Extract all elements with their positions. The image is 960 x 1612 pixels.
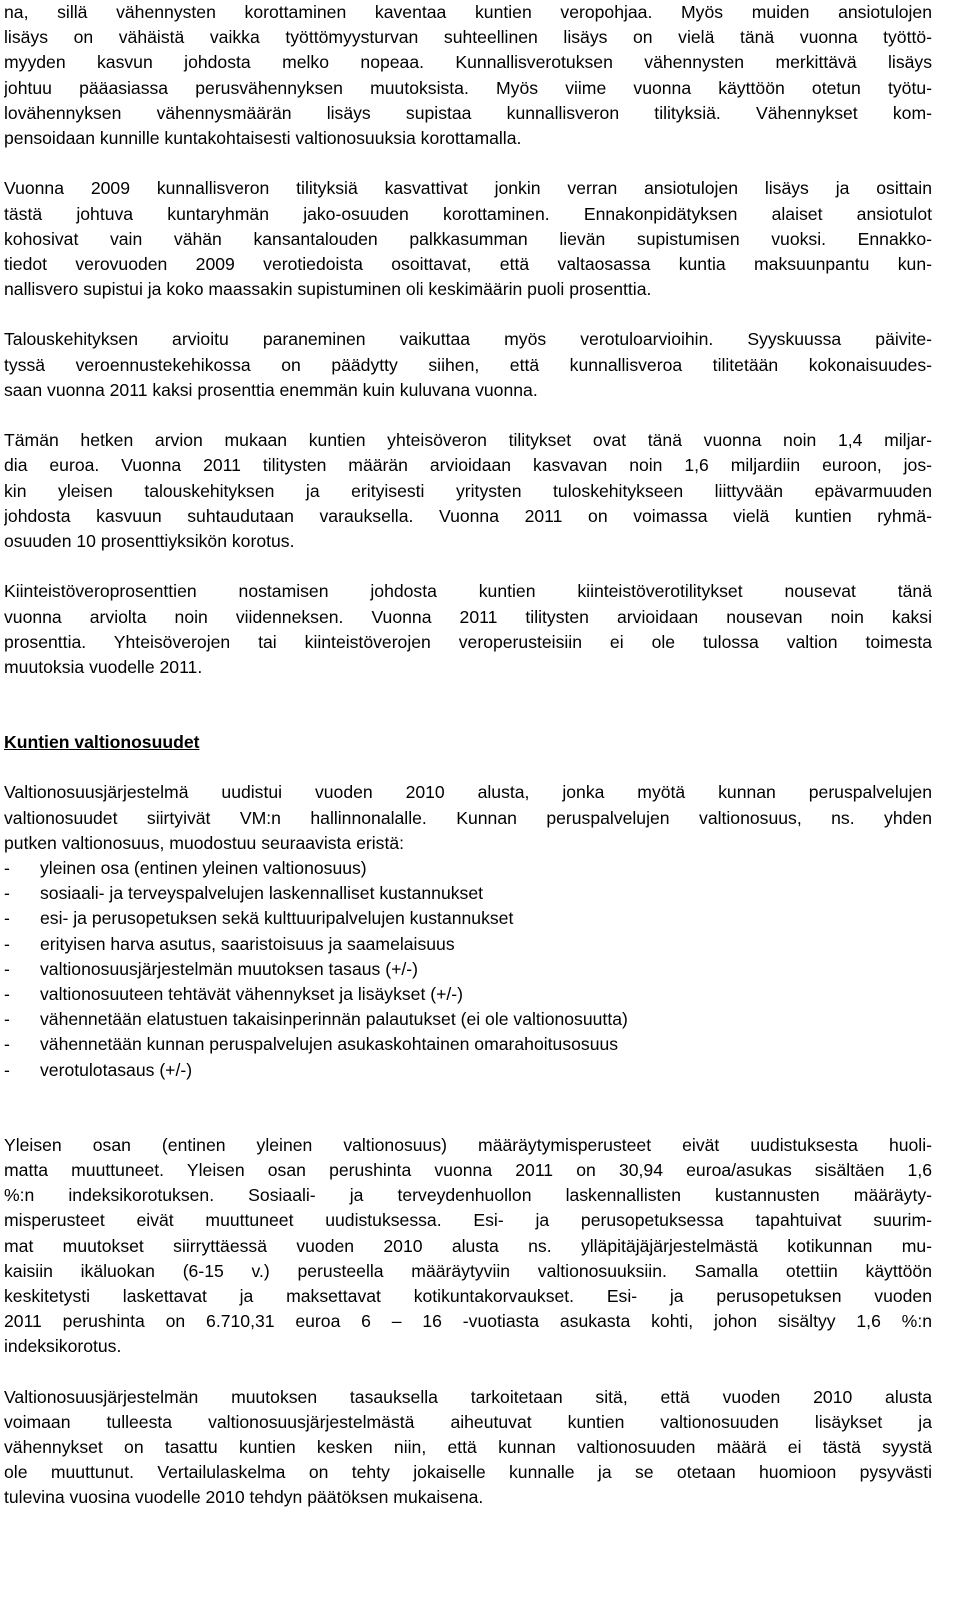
list-dash: -	[4, 1034, 10, 1055]
paragraph-forecast	[4, 327, 932, 403]
text-line: na, sillä vähennysten korottaminen kaventaa kuntien veropohjaa. Myös muiden ansiotulojen	[4, 2, 932, 22]
list-dash: -	[4, 933, 10, 954]
list-item: - esi- ja perusopetuksen sekä kulttuuripalvelujen kustannukset	[4, 906, 932, 931]
list-dash: -	[4, 984, 10, 1005]
text-line: Talouskehityksen arvioitu paraneminen vaikuttaa myös verotuloarvioihin. Syyskuussa päivite-	[4, 329, 932, 350]
paragraph-corporate-tax	[4, 428, 932, 554]
list-item: - vähennetään elatustuen takaisinperinnän palautukset (ei ole valtionosuutta)	[4, 1007, 932, 1032]
list-item: - valtionosuuteen tehtävät vähennykset ja lisäykset (+/-)	[4, 982, 932, 1007]
list-dash: -	[4, 958, 10, 979]
list-item: - yleinen osa (entinen yleinen valtionosuus)	[4, 856, 932, 881]
text-line: myyden kasvun johdosta melko nopeaa. Kunnallisverotuksen vähennysten merkittävä lisäys	[4, 52, 932, 73]
text-line: dia euroa. Vuonna 2011 tilitysten määrän arvioidaan kasvavan noin 1,6 miljardiin euroon, jos-	[4, 455, 932, 476]
text-line: nallisvero supistui ja koko maassakin supistuminen oli keskimäärin puoli prosenttia.	[4, 279, 652, 300]
text-line: vähennykset on tasattu kuntien kesken niin, että kunnan valtionosuuden määrä ei tästä syystä	[4, 1437, 932, 1458]
text-line: putken valtionosuus, muodostuu seuraavista eristä:	[4, 832, 405, 853]
list-dash: -	[4, 1009, 10, 1030]
text-line: Kiinteistöveroprosenttien nostamisen johdosta kuntien kiinteistöverotilitykset nousevat tänä	[4, 581, 932, 602]
list-dash: -	[4, 908, 10, 929]
text-line: osuuden 10 prosenttiyksikön korotus.	[4, 530, 295, 551]
text-line: vuonna arviolta noin viidenneksen. Vuonna 2011 tilitysten arvioidaan nousevan noin kaksi	[4, 606, 932, 627]
paragraph-municipal-deductions	[4, 0, 932, 151]
text-line: voimaan tulleesta valtionosuusjärjestelmästä aiheutuvat kuntien valtionosuuden lisäykset ja	[4, 1411, 932, 1432]
text-line: matta muuttuneet. Yleisen osan perushinta vuonna 2011 on 30,94 euroa/asukas sisältäen 1,6	[4, 1160, 932, 1181]
text-line: mat muutokset siirryttäessä vuoden 2010 alusta ns. ylläpitäjäjärjestelmästä kotikunnan mu-	[4, 1235, 932, 1256]
text-line: tulevina vuosina vuodelle 2010 tehdyn päätöksen mukaisena.	[4, 1487, 484, 1508]
text-line: kin yleisen talouskehityksen ja erityisesti yritysten tuloskehitykseen liittyvään epävarmuuden	[4, 480, 932, 501]
text-line: Yleisen osan (entinen yleinen valtionosuus) määräytymisperusteet eivät uudistuksesta huoli-	[4, 1134, 932, 1155]
subsidy-items-list	[4, 856, 932, 1083]
text-line: johdosta kasvuun suhtaudutaan varauksella. Vuonna 2011 on voimassa vielä kuntien ryhmä-	[4, 505, 932, 526]
text-line: tiedot verovuoden 2009 verotiedoista osoittavat, että valtaosassa kuntia maksuunpantu kun-	[4, 253, 932, 274]
text-line: johtuu pääasiassa perusvähennyksen muutoksista. Myös viime vuonna käyttöön otetun työtu-	[4, 77, 932, 98]
list-dash: -	[4, 1059, 10, 1080]
text-line: lovähennyksen vähennysmäärän lisäys supistaa kunnallisveron tilityksiä. Vähennykset kom-	[4, 102, 932, 123]
text-line: tästä johtuva kuntaryhmän jako-osuuden korottaminen. Ennakonpidätyksen alaiset ansiotulot	[4, 203, 932, 224]
text-line: pensoidaan kunnille kuntakohtaisesti valtionosuuksia korottamalla.	[4, 127, 522, 148]
list-item: - vähennetään kunnan peruspalvelujen asukaskohtainen omarahoitusosuus	[4, 1032, 932, 1057]
list-dash: -	[4, 883, 10, 904]
text-line: muutoksia vuodelle 2011.	[4, 656, 203, 677]
list-item: - verotulotasaus (+/-)	[4, 1058, 932, 1083]
paragraph-property-tax	[4, 579, 932, 680]
text-line: ole muuttunut. Vertailulaskelma on tehty jokaiselle kunnalle ja se otetaan huomioon pysyvästi	[4, 1462, 932, 1483]
paragraph-equalization	[4, 1385, 932, 1511]
document-page	[4, 0, 932, 1511]
paragraph-general-part	[4, 1133, 932, 1360]
text-line: Vuonna 2009 kunnallisveron tilityksiä kasvattivat jonkin verran ansiotulojen lisäys ja osittain	[4, 178, 932, 199]
text-line: prosenttia. Yhteisöverojen tai kiinteistöverojen veroperusteisiin ei ole tulossa valtion toimesta	[4, 631, 932, 652]
text-line: Valtionosuusjärjestelmän muutoksen tasauksella tarkoitetaan sitä, että vuoden 2010 alusta	[4, 1386, 932, 1407]
text-line: Tämän hetken arvion mukaan kuntien yhteisöveron tilitykset ovat tänä vuonna noin 1,4 miljar-	[4, 430, 932, 451]
list-item: - valtionosuusjärjestelmän muutoksen tasaus (+/-)	[4, 957, 932, 982]
text-line: lisäys on vähäistä vaikka työttömyysturvan suhteellinen lisäys on vielä tänä vuonna työttö-	[4, 27, 932, 48]
text-line: misperusteet eivät muuttuneet uudistuksessa. Esi- ja perusopetuksessa tapahtuivat suurim-	[4, 1210, 932, 1231]
section-heading: Kuntien valtionosuudet	[4, 732, 200, 753]
paragraph-state-subsidy-system	[4, 780, 932, 856]
text-line: kohosivat vain vähän kansantalouden palkkasumman lievän supistumisen vuoksi. Ennakko-	[4, 228, 932, 249]
text-line: Valtionosuusjärjestelmä uudistui vuoden 2010 alusta, jonka myötä kunnan peruspalvelujen	[4, 782, 932, 803]
text-line: 2011 perushinta on 6.710,31 euroa 6 – 16 -vuotiasta asukasta kohti, johon sisältyy 1,6 %:n	[4, 1311, 932, 1332]
list-dash: -	[4, 858, 10, 879]
list-item: - sosiaali- ja terveyspalvelujen laskennalliset kustannukset	[4, 881, 932, 906]
text-line: valtionosuudet siirtyivät VM:n hallinnonalalle. Kunnan peruspalvelujen valtionosuus, ns. yhden	[4, 807, 932, 828]
text-line: saan vuonna 2011 kaksi prosenttia enemmän kuin kuluvana vuonna.	[4, 379, 538, 400]
text-line: kaisiin ikäluokan (6-15 v.) perusteella määräytyviin valtionosuuksiin. Samalla otettiin käyttöön	[4, 1260, 932, 1281]
text-line: tyssä veroennustekehikossa on päädytty siihen, että kunnallisveroa tilitetään kokonaisuudes-	[4, 354, 932, 375]
paragraph-2009-tax	[4, 176, 932, 302]
text-line: indeksikorotus.	[4, 1336, 122, 1357]
text-line: %:n indeksikorotuksen. Sosiaali- ja terveydenhuollon laskennallisten kustannusten määräyty-	[4, 1185, 932, 1206]
list-item: - erityisen harva asutus, saaristoisuus ja saamelaisuus	[4, 932, 932, 957]
text-line: keskitetysti laskettavat ja maksettavat kotikuntakorvaukset. Esi- ja perusopetuksen vuoden	[4, 1285, 932, 1306]
